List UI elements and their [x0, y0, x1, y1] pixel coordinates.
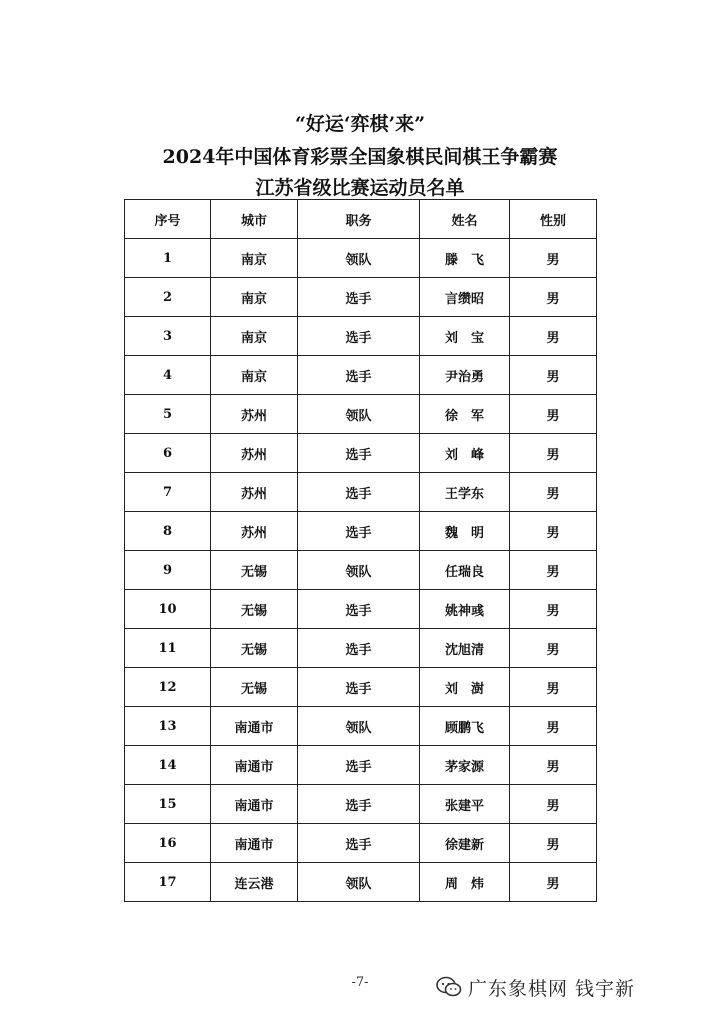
cell-city: 苏州: [211, 473, 298, 512]
table-row: [125, 278, 597, 317]
cell-gender: 男: [510, 434, 597, 473]
cell-seq: 10: [125, 590, 211, 629]
table-row: [125, 551, 597, 590]
cell-seq: 9: [125, 551, 211, 590]
cell-name: 滕 飞: [420, 239, 510, 278]
cell-role: 选手: [298, 590, 420, 629]
cell-seq: 13: [125, 707, 211, 746]
cell-seq: 8: [125, 512, 211, 551]
cell-seq: 6: [125, 434, 211, 473]
cell-name: 言缵昭: [420, 278, 510, 317]
table-row: [125, 434, 597, 473]
cell-city: 无锡: [211, 590, 298, 629]
header-name: 姓名: [420, 200, 510, 239]
cell-gender: 男: [510, 473, 597, 512]
header-city: 城市: [211, 200, 298, 239]
cell-seq: 5: [125, 395, 211, 434]
table-row: [125, 356, 597, 395]
cell-city: 南京: [211, 278, 298, 317]
watermark: [436, 972, 635, 1002]
cell-name: 王学东: [420, 473, 510, 512]
cell-role: 领队: [298, 707, 420, 746]
cell-seq: 14: [125, 746, 211, 785]
cell-role: 领队: [298, 551, 420, 590]
table-row: [125, 746, 597, 785]
cell-name: 刘 峰: [420, 434, 510, 473]
cell-name: 徐建新: [420, 824, 510, 863]
cell-gender: 男: [510, 746, 597, 785]
cell-seq: 7: [125, 473, 211, 512]
table-row: [125, 824, 597, 863]
cell-seq: 1: [125, 239, 211, 278]
cell-seq: 12: [125, 668, 211, 707]
cell-name: 顾鹏飞: [420, 707, 510, 746]
table-row: [125, 785, 597, 824]
cell-city: 南通市: [211, 707, 298, 746]
cell-role: 选手: [298, 356, 420, 395]
cell-role: 领队: [298, 863, 420, 902]
cell-city: 南京: [211, 317, 298, 356]
cell-name: 魏 明: [420, 512, 510, 551]
athlete-roster-table: [124, 199, 597, 902]
cell-gender: 男: [510, 278, 597, 317]
cell-gender: 男: [510, 317, 597, 356]
cell-role: 领队: [298, 395, 420, 434]
cell-city: 无锡: [211, 551, 298, 590]
cell-seq: 4: [125, 356, 211, 395]
title-line-2: 2024年中国体育彩票全国象棋民间棋王争霸赛: [162, 146, 558, 168]
table-row: [125, 590, 597, 629]
title-line-1: “好运‘弈棋’来”: [294, 113, 426, 135]
table-row: [125, 239, 597, 278]
cell-city: 苏州: [211, 395, 298, 434]
cell-role: 选手: [298, 668, 420, 707]
table-row: [125, 395, 597, 434]
cell-gender: 男: [510, 551, 597, 590]
table-row: [125, 629, 597, 668]
wechat-icon: [436, 976, 462, 998]
cell-gender: 男: [510, 590, 597, 629]
cell-name: 沈旭清: [420, 629, 510, 668]
cell-gender: 男: [510, 239, 597, 278]
cell-city: 南京: [211, 239, 298, 278]
table-body: [125, 239, 597, 902]
cell-seq: 16: [125, 824, 211, 863]
cell-role: 选手: [298, 317, 420, 356]
table-row: [125, 317, 597, 356]
cell-city: 南京: [211, 356, 298, 395]
cell-city: 连云港: [211, 863, 298, 902]
cell-seq: 15: [125, 785, 211, 824]
cell-city: 南通市: [211, 824, 298, 863]
cell-city: 无锡: [211, 629, 298, 668]
table-row: [125, 473, 597, 512]
cell-gender: 男: [510, 707, 597, 746]
cell-seq: 11: [125, 629, 211, 668]
table-row: [125, 512, 597, 551]
cell-gender: 男: [510, 785, 597, 824]
cell-gender: 男: [510, 629, 597, 668]
cell-role: 选手: [298, 473, 420, 512]
table-row: [125, 863, 597, 902]
title-line-3: 江苏省级比赛运动员名单: [255, 177, 465, 199]
cell-role: 选手: [298, 629, 420, 668]
cell-gender: 男: [510, 824, 597, 863]
cell-role: 选手: [298, 434, 420, 473]
table-row: [125, 668, 597, 707]
cell-city: 南通市: [211, 785, 298, 824]
cell-seq: 2: [125, 278, 211, 317]
cell-seq: 17: [125, 863, 211, 902]
cell-city: 苏州: [211, 434, 298, 473]
cell-role: 选手: [298, 746, 420, 785]
cell-gender: 男: [510, 863, 597, 902]
cell-gender: 男: [510, 512, 597, 551]
table-header-row: [125, 200, 597, 239]
cell-gender: 男: [510, 395, 597, 434]
page-number: -7-: [351, 975, 369, 990]
cell-name: 刘 宝: [420, 317, 510, 356]
cell-city: 无锡: [211, 668, 298, 707]
cell-name: 刘 澍: [420, 668, 510, 707]
table-row: [125, 707, 597, 746]
cell-name: 周 炜: [420, 863, 510, 902]
cell-name: 张建平: [420, 785, 510, 824]
cell-city: 苏州: [211, 512, 298, 551]
header-gender: 性别: [510, 200, 597, 239]
cell-role: 选手: [298, 785, 420, 824]
cell-name: 尹治勇: [420, 356, 510, 395]
cell-name: 徐 军: [420, 395, 510, 434]
cell-role: 选手: [298, 278, 420, 317]
cell-role: 选手: [298, 512, 420, 551]
cell-name: 姚神彧: [420, 590, 510, 629]
cell-seq: 3: [125, 317, 211, 356]
cell-gender: 男: [510, 668, 597, 707]
cell-role: 选手: [298, 824, 420, 863]
cell-city: 南通市: [211, 746, 298, 785]
cell-name: 茅家源: [420, 746, 510, 785]
cell-gender: 男: [510, 356, 597, 395]
header-seq: 序号: [125, 200, 211, 239]
header-role: 职务: [298, 200, 420, 239]
cell-role: 领队: [298, 239, 420, 278]
cell-name: 任瑞良: [420, 551, 510, 590]
watermark-text: 广东象棋网 钱宇新: [468, 977, 636, 1000]
